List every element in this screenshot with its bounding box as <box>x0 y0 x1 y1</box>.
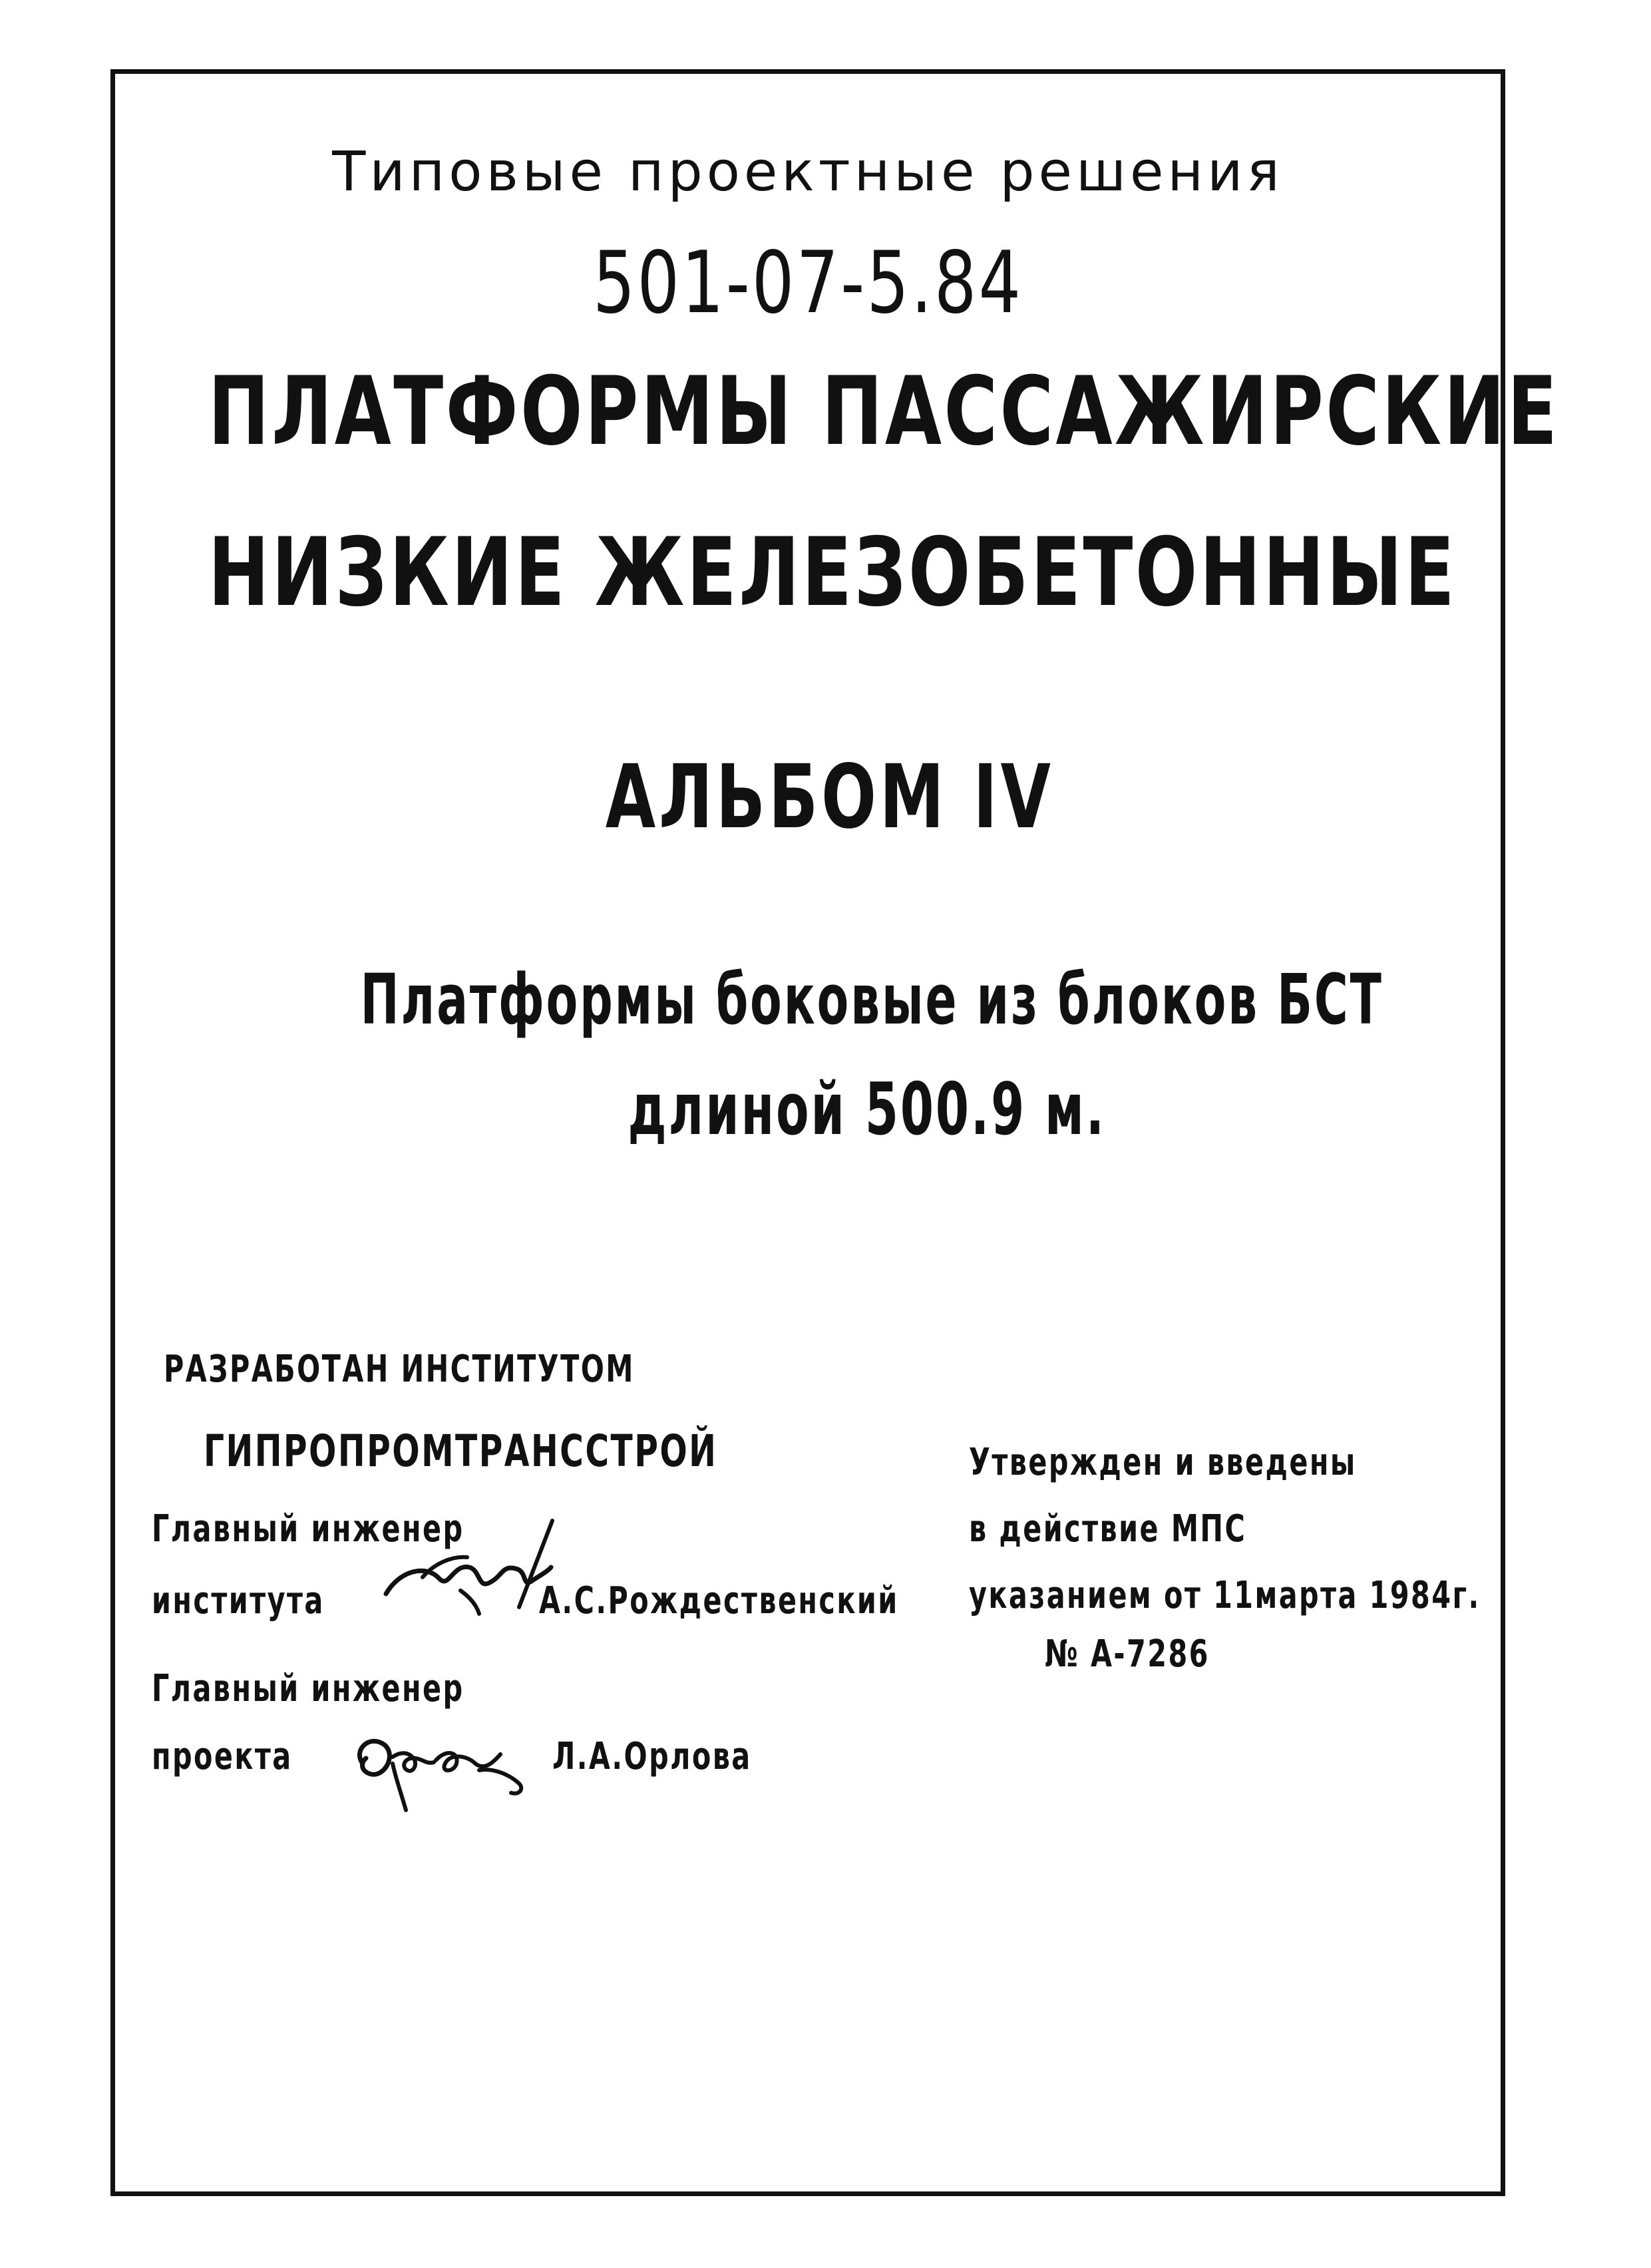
album-label: АЛЬБОМ IV <box>605 746 1054 849</box>
project-label: проекта <box>152 1735 293 1778</box>
approval-line-3: указанием от 11марта 1984г. <box>969 1574 1481 1617</box>
project-chief-engineer-label: Главный инженер <box>152 1667 464 1710</box>
approval-line-2: в действие МПС <box>969 1507 1247 1551</box>
chief-engineer-label: Главный инженер <box>152 1507 464 1551</box>
title-line-2: НИЗКИЕ ЖЕЛЕЗОБЕТОННЫЕ <box>208 518 1457 628</box>
institute-chief-name: А.С.Рождественский <box>539 1579 899 1622</box>
institute-name: ГИПРОПРОМТРАНССТРОЙ <box>204 1425 718 1477</box>
approval-number: № А-7286 <box>1045 1632 1210 1676</box>
developer-line: РАЗРАБОТАН ИНСТИТУТОМ <box>164 1348 635 1391</box>
institute-label: института <box>152 1579 325 1622</box>
album-subtitle-line-2: длиной 500.9 м. <box>628 1068 1107 1151</box>
project-chief-name: Л.А.Орлова <box>552 1735 752 1778</box>
album-subtitle-line-1: Платформы боковые из блоков БСТ <box>360 959 1383 1040</box>
title-line-1: ПЛАТФОРМЫ ПАССАЖИРСКИЕ <box>208 357 1560 467</box>
series-heading: Типовые проектные решения <box>332 140 1284 204</box>
document-code: 501-07-5.84 <box>592 234 1023 333</box>
project-chief-signature <box>346 1710 546 1817</box>
institute-chief-signature <box>373 1517 572 1617</box>
approval-line-1: Утвержден и введены <box>969 1441 1357 1484</box>
